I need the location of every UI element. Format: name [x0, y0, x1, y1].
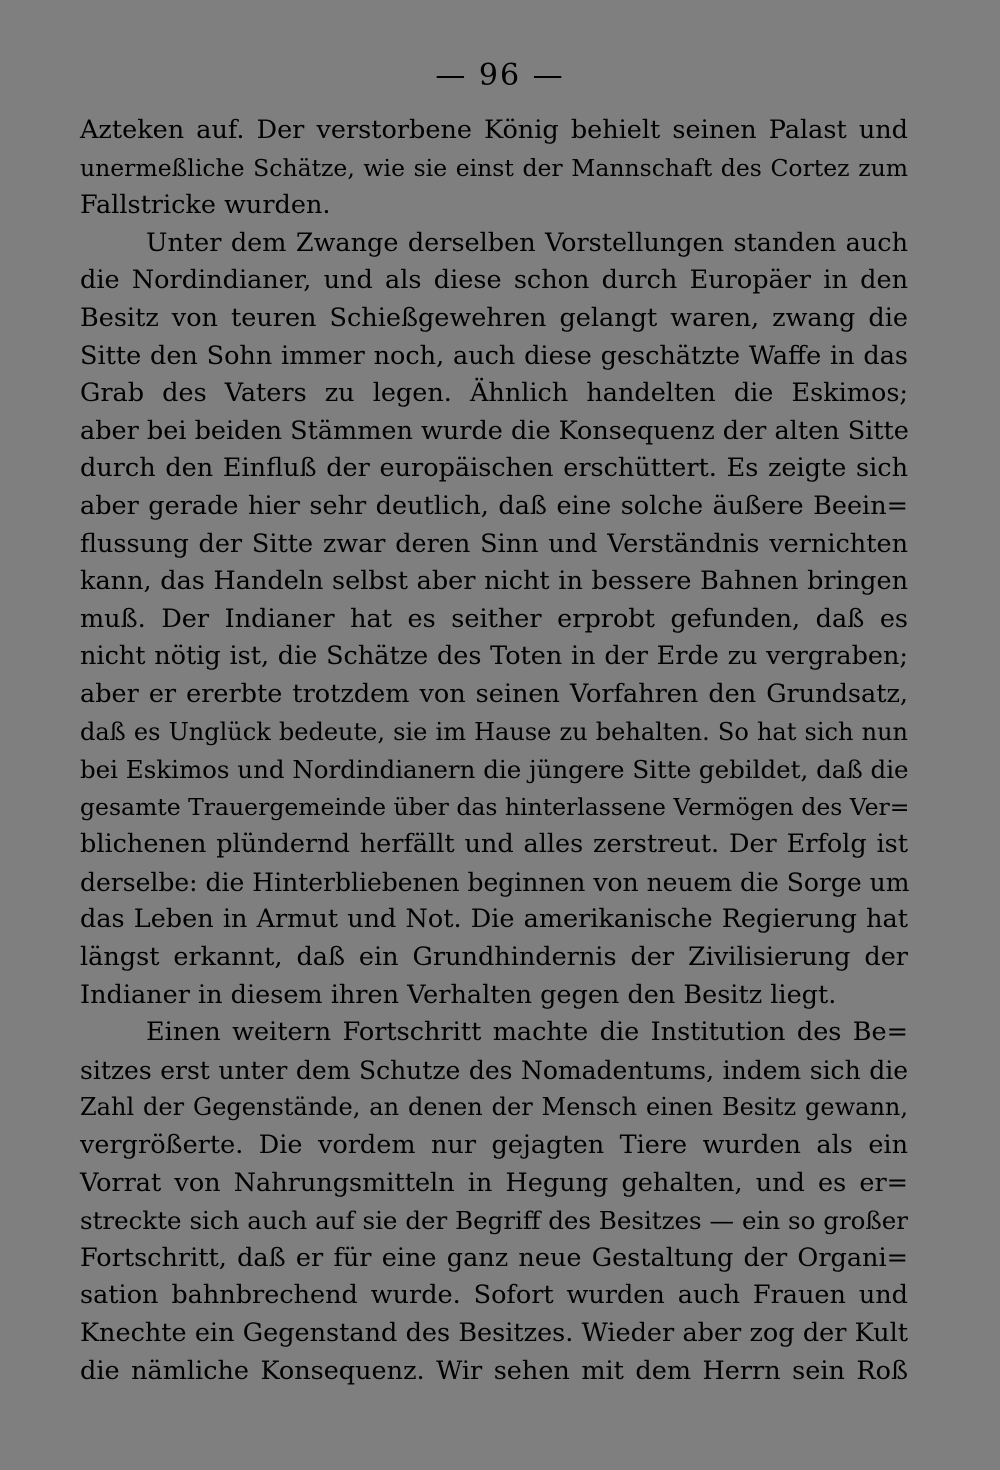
text-line: aber gerade hier sehr deutlich, daß eine solche äußere Beein=	[80, 490, 908, 521]
text-line: gesamte Trauergemeinde über das hinterlassene Vermögen des Ver=	[80, 792, 910, 821]
text-line: Grab des Vaters zu legen. Ähnlich handelten die Eskimos;	[80, 378, 908, 409]
text-line: flussung der Sitte zwar deren Sinn und Verständnis vernichten	[80, 528, 908, 559]
text-line: Besitz von teuren Schießgewehren gelangt waren, zwang die	[80, 302, 908, 333]
text-line: muß. Der Indianer hat es seither erprobt gefunden, daß es	[80, 603, 908, 634]
text-line: unermeßliche Schätze, wie sie einst der Mannschaft des Cortez zum	[80, 153, 908, 182]
text-line: kann, das Handeln selbst aber nicht in bessere Bahnen bringen	[80, 566, 908, 597]
body-text	[80, 112, 908, 1390]
text-line: die Nordindianer, und als diese schon durch Europäer in den	[80, 265, 908, 296]
text-line: Unter dem Zwange derselben Vorstellungen standen auch	[146, 227, 908, 258]
page-number: — 96 —	[435, 58, 565, 93]
text-line: daß es Unglück bedeute, sie im Hause zu behalten. So hat sich nun	[80, 717, 908, 746]
text-line: derselbe: die Hinterbliebenen beginnen von neuem die Sorge um	[80, 867, 910, 897]
text-line: Fallstricke wurden.	[80, 190, 331, 221]
text-line: die nämliche Konsequenz. Wir sehen mit dem Herrn sein Roß	[80, 1355, 908, 1386]
text-line: das Leben in Armut und Not. Die amerikanische Regierung hat	[80, 904, 908, 935]
text-line: Sitte den Sohn immer noch, auch diese geschätzte Waffe in das	[80, 340, 908, 371]
text-line: sitzes erst unter dem Schutze des Nomadentums, indem sich die	[80, 1055, 908, 1085]
text-line: bei Eskimos und Nordindianern die jüngere Sitte gebildet, daß die	[80, 755, 909, 785]
text-line: aber er ererbte trotzdem von seinen Vorfahren den Grundsatz,	[80, 678, 908, 709]
text-line: Fortschritt, daß er für eine ganz neue Gestaltung der Organi=	[80, 1242, 908, 1273]
text-line: aber bei beiden Stämmen wurde die Konsequenz der alten Sitte	[80, 415, 909, 446]
text-line: nicht nötig ist, die Schätze des Toten in der Erde zu vergraben;	[80, 641, 908, 672]
text-line: Indianer in diesem ihren Verhalten gegen den Besitz liegt.	[80, 979, 837, 1010]
text-line: blichenen plündernd herfällt und alles zerstreut. Der Erfolg ist	[80, 829, 908, 860]
text-line: Zahl der Gegenstände, an denen der Mensch einen Besitz gewann,	[80, 1093, 908, 1122]
text-line: sation bahnbrechend wurde. Sofort wurden auch Frauen und	[80, 1280, 908, 1311]
text-line: streckte sich auch auf sie der Begriff des Besitzes — ein so großer	[80, 1206, 908, 1236]
text-line: vergrößerte. Die vordem nur gejagten Tiere wurden als ein	[80, 1130, 908, 1161]
text-line: Einen weitern Fortschritt machte die Institution des Be=	[146, 1017, 908, 1048]
text-line: Vorrat von Nahrungsmitteln in Hegung gehalten, und es er=	[80, 1167, 908, 1198]
text-line: durch den Einfluß der europäischen erschüttert. Es zeigte sich	[80, 453, 908, 484]
text-line: Azteken auf. Der verstorbene König behielt seinen Palast und	[80, 115, 908, 145]
text-line: längst erkannt, daß ein Grundhindernis der Zivilisierung der	[80, 942, 908, 973]
text-line: Knechte ein Gegenstand des Besitzes. Wieder aber zog der Kult	[80, 1318, 908, 1348]
